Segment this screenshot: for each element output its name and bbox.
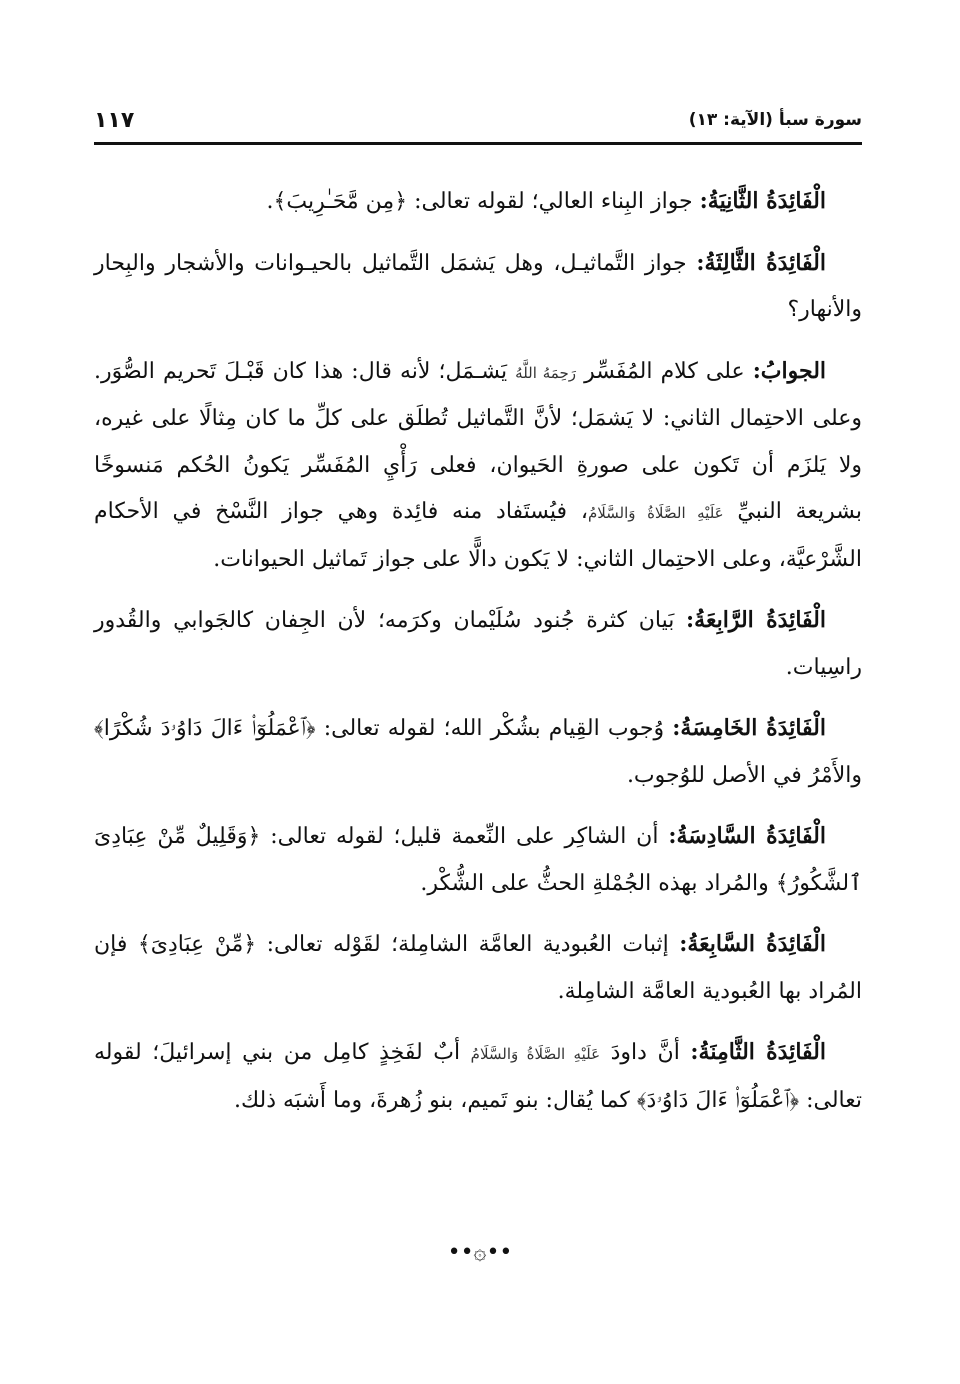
paragraph-benefit-2 <box>94 178 862 226</box>
paragraph-text: أبٌ لفَخِذٍ كامِل من بني إسرائيلَ؛ لقوله تعالى: ﴿ٱعْمَلُوٓا۟ ءَالَ دَاوُۥدَ﴾ كما يُقال: بنو تَميم، بنو زُهرةَ، وما أَشبَه ذلك. <box>94 1040 862 1113</box>
paragraph-text: ، فيُستَفاد منه فائِدة وهي جواز النَّسْخ في الأحكام الشَّرْعيَّة، وعلى الاحتِمال الثاني: لا يَكون دالًّا على جواز تَماثيل الحيوانات. <box>94 499 862 572</box>
benefit-heading: الْفَائِدَةُ الرَّابِعَةُ: <box>686 607 826 633</box>
paragraph-benefit-3 <box>94 240 862 334</box>
paragraph-benefit-8 <box>94 1029 862 1124</box>
paragraph-text: أن الشاكِر على النِّعمة قليل؛ لقوله تعالى: ﴿وَقَلِيلٌ مِّنْ عِبَادِىَ ٱلشَّكُورُ﴾ والمُراد بهذه الجُمْلةِ الحثُّ على الشُّكْر. <box>94 824 862 896</box>
paragraph-benefit-7 <box>94 921 862 1015</box>
page-body <box>94 178 862 1138</box>
honorific-phrase: عَلَيْهِ الصَّلَاةُ وَالسَّلَامُ <box>470 1045 601 1063</box>
honorific-phrase: رَحِمَهُ اللَّهُ <box>515 363 576 382</box>
paragraph-text: جواز التَّماثيـل، وهل يَشمَل التَّماثيل بالحيـوانات والأشجار والبِحار والأنهار؟ <box>94 250 862 322</box>
page-header <box>94 104 862 142</box>
benefit-heading: الْفَائِدَةُ السَّابِعَةُ: <box>679 931 826 957</box>
paragraph-text: يَشـمَل؛ لأنه قال: هذا كان قَبْـلَ تَحريم الصُّوَر. وعلى الاحتِمال الثاني: لا يَشمَل؛ لأنَّ التَّماثيل تُطلَق على كلِّ ما كان مِثالًا على غيره، ولا يَلزَم أن تَكون على صورةِ الحَيوان، فعلى رَأْيِ المُفَسِّر يَكونُ الحُكم مَنسوخًا بشريعة النبيِّ <box>94 358 862 524</box>
paragraph-benefit-4 <box>94 597 862 691</box>
honorific-phrase: عَلَيْهِ الصَّلَاةُ وَالسَّلَامُ <box>587 504 724 522</box>
benefit-heading: الْفَائِدَةُ الثَّامِنَةُ: <box>690 1039 826 1065</box>
benefit-heading: الْفَائِدَةُ الثَّالِثَةُ: <box>696 249 826 276</box>
paragraph-benefit-5 <box>94 705 862 799</box>
benefit-heading: الْفَائِدَةُ الخَامِسَةُ: <box>672 715 826 741</box>
header-divider <box>94 142 862 145</box>
benefit-heading: الْفَائِدَةُ السَّادِسَةُ: <box>668 823 826 849</box>
paragraph-text: جواز البِناء العالي؛ لقوله تعالى: ﴿مِن مَّحَـٰرِيبَ﴾. <box>266 189 700 214</box>
paragraph-text: على كلام المُفَسِّر <box>576 358 753 384</box>
paragraph-text: أنَّ داودَ <box>600 1040 691 1065</box>
paragraph-answer <box>94 348 862 584</box>
paragraph-benefit-6 <box>94 813 862 907</box>
page-number: ١١٧ <box>94 108 135 133</box>
paragraph-text: وُجوب القِيام بشُكْر الله؛ لقوله تعالى: ﴿ٱعْمَلُوٓا۟ ءَالَ دَاوُۥدَ شُكْرًا﴾ والأَمْرُ في الأصل للوُجوب. <box>94 716 862 788</box>
end-ornament-icon: ••۞•• <box>447 1240 513 1265</box>
benefit-heading: الْفَائِدَةُ الثَّانِيَةُ: <box>699 188 826 214</box>
paragraph-text: إثبات العُبودية العامَّة الشامِلة؛ لقَوْله تعالى: ﴿مِّنْ عِبَادِىَ﴾ فإن المُراد بها العُبودية العامَّة الشامِلة. <box>94 932 862 1004</box>
running-title: سورة سبأ (الآية: ١٣) <box>688 110 862 130</box>
paragraph-text: بَيان كثرة جُنود سُلَيْمان وكرَمه؛ لأن الجِفان كالجَوابي والقُدور راسِيات. <box>94 608 862 680</box>
answer-heading: الجوابُ: <box>752 357 827 384</box>
